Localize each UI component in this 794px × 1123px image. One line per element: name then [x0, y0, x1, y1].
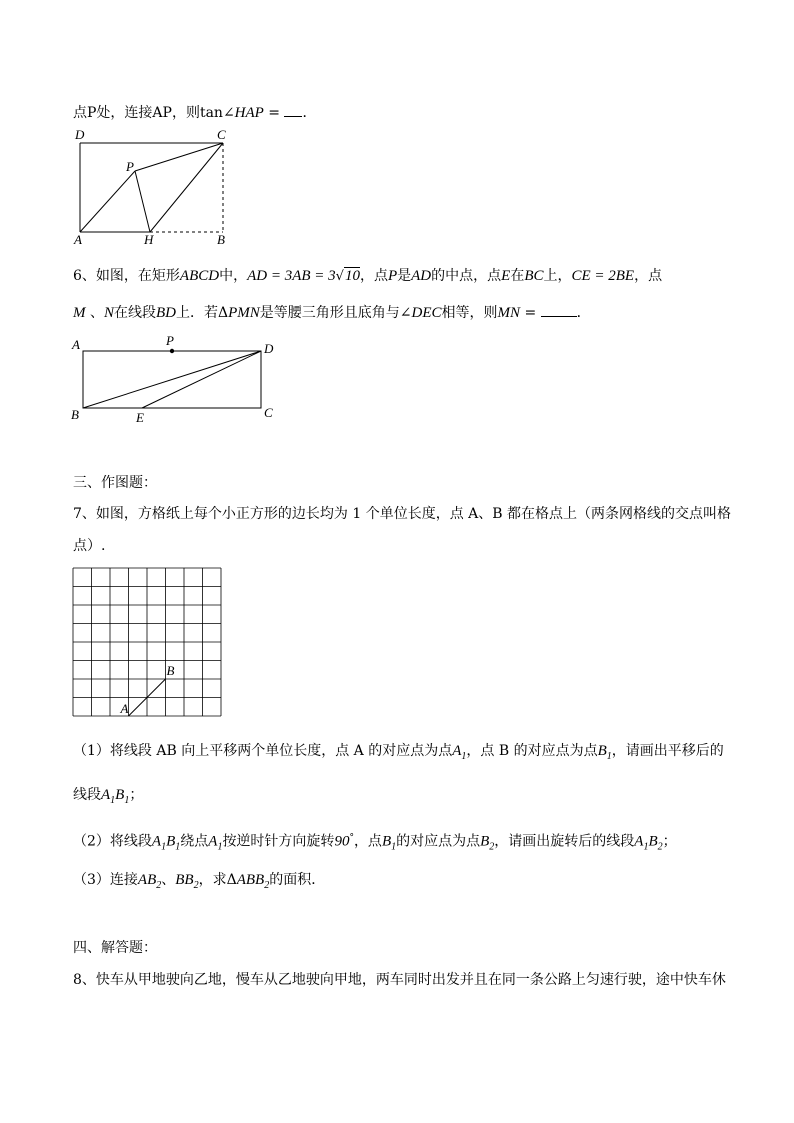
q6-point-p — [170, 349, 174, 353]
q7-p2-deg-sup: ° — [349, 833, 354, 843]
q7-p2-b1: B — [381, 833, 392, 850]
q6-t3: ，点 — [359, 268, 388, 284]
q6-bc: BC — [524, 268, 544, 284]
q6-t4: 是 — [397, 268, 412, 284]
q5-seg-ph — [135, 171, 150, 232]
q7-p2-s2: B — [166, 833, 176, 850]
q7-p2-s1: A — [151, 833, 162, 850]
q7-p3-t1: （3）连接 — [73, 872, 138, 888]
q5-label-p: P — [126, 159, 134, 174]
q6-t6: 在 — [510, 268, 525, 284]
q7-p1-a1-sub: 1 — [461, 750, 467, 762]
q5-label-h: H — [144, 232, 154, 247]
q6-label-e: E — [136, 410, 144, 425]
q6-t1: 6、如图，在矩形 — [73, 268, 180, 284]
q6-t15: ． — [576, 305, 591, 321]
q8-line-1: 8、快车从甲地驶向乙地，慢车从乙地驶向甲地，两车同时出发并且在同一条公路上匀速行驶，途中快车休 — [73, 972, 726, 988]
q7-p2-t4: ，点 — [353, 833, 382, 850]
q7-p2-b2: B — [480, 833, 490, 850]
q7-label-b: B — [166, 663, 175, 678]
q6-ad: AD — [411, 268, 432, 284]
q6-label-d: D — [264, 341, 274, 356]
q7-p3-tri-sub: 2 — [264, 879, 270, 891]
q7-p2-t1: （2）将线段 — [73, 833, 152, 850]
q7-p3-s1-sub: 2 — [156, 879, 162, 891]
q7-p1-seg-b-sub: 1 — [124, 794, 130, 806]
q7-p2-b2-sub: 2 — [489, 841, 495, 853]
q5-angle: HAP — [234, 105, 264, 121]
q6-e: E — [501, 268, 511, 284]
q6-t11: 上．若Δ — [175, 305, 229, 321]
q7-line-2: 点）. — [73, 538, 106, 554]
q7-p2-b1-sub: 1 — [391, 841, 397, 853]
q5-figure — [70, 126, 240, 248]
q6-seg-ed — [142, 351, 261, 408]
q6-t2: 中， — [219, 268, 248, 284]
q7-p1-a1: A — [452, 743, 462, 759]
q6-abcd: ABCD — [179, 268, 220, 284]
q7-p1-b1: B — [597, 743, 607, 759]
q7-p3-t2: 、 — [161, 872, 176, 888]
q7-p2-t5: 的对应点为点 — [396, 833, 481, 850]
q6-t12: 是等腰三角形且底角与∠ — [259, 305, 412, 321]
q5-label-c: C — [217, 127, 226, 142]
q7-p3-t3: ，求Δ — [198, 872, 237, 888]
q7-p2-t3: 按逆时针方向旋转 — [222, 833, 335, 850]
q7-grid-figure — [68, 566, 228, 722]
q5-end: ． — [302, 105, 317, 121]
q6-t7: 上， — [543, 268, 572, 284]
q6-bd: BD — [155, 305, 176, 321]
q7-p1-t5: ； — [129, 787, 144, 803]
q7-p2-s3-sub: 1 — [643, 841, 649, 853]
q7-p1-b1-sub: 1 — [606, 750, 612, 762]
q7-p3-t4: 的面积． — [269, 872, 326, 888]
q7-p2-t2: 绕点 — [180, 833, 209, 850]
q7-p2-t6: ，请画出旋转后的线段 — [494, 833, 635, 850]
q6-dec: DEC — [411, 305, 442, 321]
q7-p2-s4: B — [648, 833, 658, 850]
q5-seg-ap — [80, 171, 135, 232]
q7-p1-t3: ，请画出平移后的 — [611, 743, 724, 759]
q7-p1-seg-a-sub: 1 — [110, 794, 116, 806]
q6-ad-expr: AD = 3AB = 3 — [247, 268, 336, 284]
q7-p2-t7: ； — [662, 833, 677, 850]
q6-seg-bd — [83, 351, 261, 408]
q7-grid-lines — [73, 568, 221, 716]
q6-t10: 在线段 — [113, 305, 156, 321]
q6-answer-blank — [541, 302, 577, 317]
q6-p: P — [387, 268, 398, 284]
q6-t5: 的中点，点 — [431, 268, 502, 284]
q5-seg-hc — [150, 143, 223, 232]
section-4-title: 四、解答题： — [73, 940, 157, 956]
q7-p3-tri: ABB — [236, 872, 265, 888]
q7-p2-s4-sub: 2 — [657, 841, 663, 853]
q7-p2-deg: 90 — [334, 833, 350, 850]
q6-label-b: B — [71, 407, 79, 422]
q6-label-p: P — [166, 333, 174, 348]
q7-part-2 — [73, 828, 677, 857]
q6-label-c: C — [264, 405, 273, 420]
q6-t9: 、 — [85, 305, 104, 321]
q6-line-2 — [73, 302, 591, 323]
q7-part-3 — [73, 870, 325, 896]
q5-text-line — [73, 102, 316, 123]
q5-label-a: A — [74, 232, 82, 247]
q6-n: N — [103, 305, 114, 321]
q6-t14: = — [520, 305, 541, 321]
q7-p1-seg-b: B — [115, 787, 125, 803]
q7-line-1: 7、如图，方格纸上每个小正方形的边长均为 1 个单位长度，点 A、B 都在格点上（两条网格线的交点叫格 — [73, 506, 732, 522]
q5-eq: = — [263, 105, 285, 121]
q7-p1-t1: （1）将线段 AB 向上平移两个单位长度，点 A 的对应点为点 — [73, 743, 453, 759]
q7-p1-t4: 线段 — [73, 787, 101, 803]
q7-label-a: A — [120, 701, 129, 716]
q5-label-b: B — [217, 232, 225, 247]
q6-pmn: PMN — [228, 305, 260, 321]
q6-m: M — [73, 305, 86, 321]
q7-p3-s2: BB — [175, 872, 194, 888]
q5-answer-blank — [284, 102, 302, 117]
q7-p3-s1: AB — [137, 872, 157, 888]
q6-t8: ，点 — [634, 268, 663, 284]
q5-text: 点P处，连接AP，则tan∠ — [73, 105, 235, 121]
q6-sqrt: 10 — [344, 268, 360, 284]
q6-figure — [68, 333, 288, 428]
q7-p2-pt: A — [208, 833, 218, 850]
q5-seg-pc — [135, 143, 223, 171]
q7-p2-s3: A — [634, 833, 644, 850]
q7-p1-seg-a: A — [101, 787, 111, 803]
q7-p3-s2-sub: 2 — [193, 879, 199, 891]
q7-part-1-line-1 — [73, 741, 724, 767]
q6-mn: MN — [497, 305, 520, 321]
q7-p1-t2: ，点 B 的对应点为点 — [466, 743, 598, 759]
section-3-title: 三、作图题： — [73, 475, 157, 491]
q7-part-1-line-2 — [73, 785, 143, 811]
q6-t13: 相等，则 — [441, 305, 498, 321]
q6-label-a: A — [72, 337, 80, 352]
q7-p2-s2-sub: 1 — [175, 841, 181, 853]
q7-p2-pt-sub: 1 — [217, 841, 223, 853]
q6-line-1: 6、如图，在矩形ABCD中，AD = 3AB = 3√10，点P是AD的中点，点E在BC上，CE = 2BE，点 — [73, 268, 663, 284]
q5-label-d: D — [75, 127, 85, 142]
q7-p2-s1-sub: 1 — [161, 841, 167, 853]
q6-ce-expr: CE = 2BE — [571, 268, 635, 284]
